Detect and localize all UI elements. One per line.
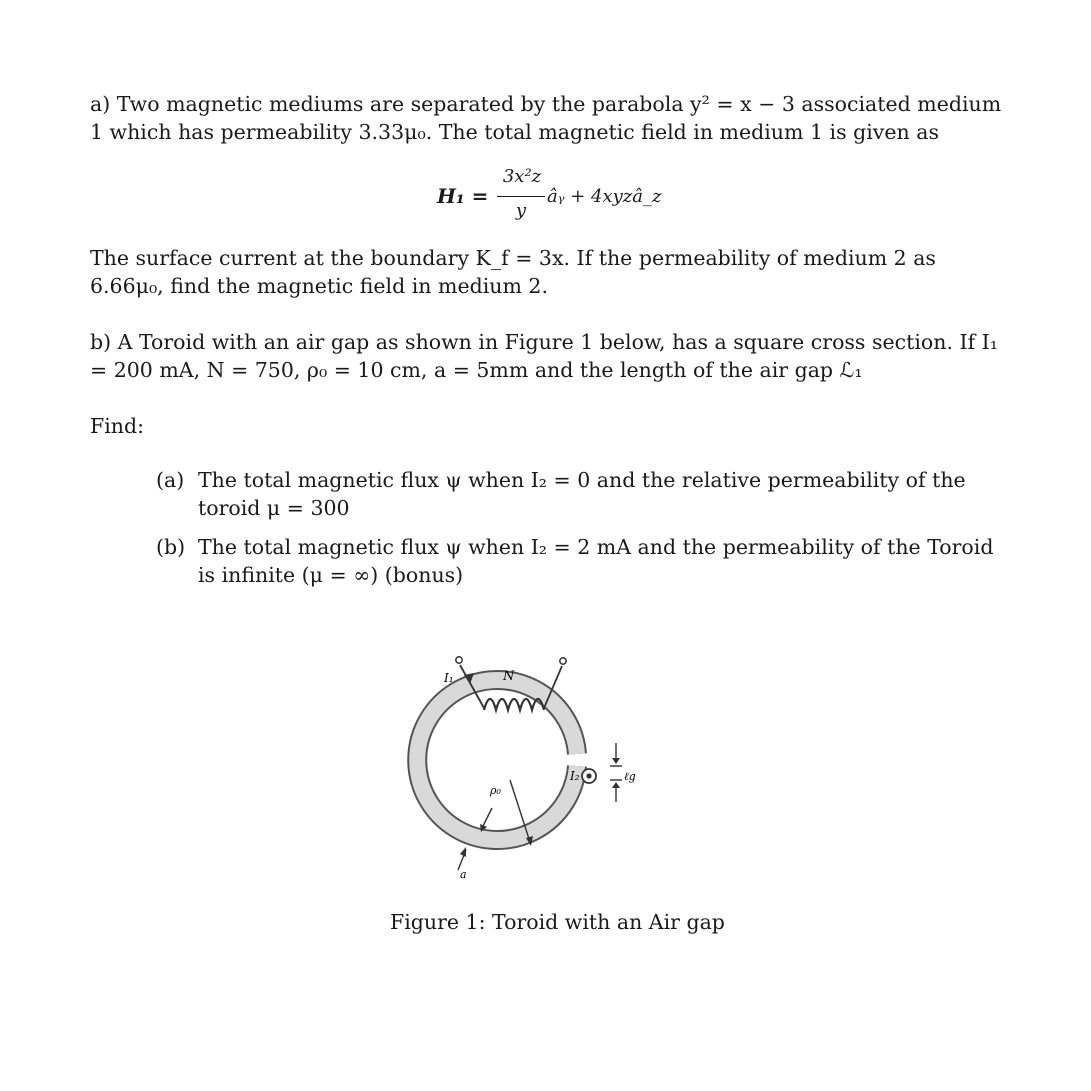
equation-numerator: 3x²z xyxy=(502,166,542,187)
list-item xyxy=(156,466,1016,522)
item-text: The total magnetic flux ψ when I₂ = 0 and the relative permeability of the toroid μ = 300 xyxy=(198,468,966,520)
item-label: (a) xyxy=(156,468,185,492)
label-i2: I₂ xyxy=(570,769,580,783)
equation-denominator: y xyxy=(515,200,527,221)
item-text: The total magnetic flux ψ when I₂ = 2 mA and the permeability of the Toroid is infinite (μ = ∞) (bonus) xyxy=(198,535,994,587)
figure-caption: Figure 1: Toroid with an Air gap xyxy=(390,910,725,934)
part-a-followup: The surface current at the boundary K_f = 3x. If the permeability of medium 2 as 6.66μ₀, find the magnetic field in medium 2. xyxy=(90,246,936,298)
equation-lhs: H₁ = xyxy=(437,184,489,208)
equation-rest: âᵧ + 4xyzâ_z xyxy=(547,186,662,207)
label-lg: ℓg xyxy=(624,770,636,783)
coil-winding xyxy=(484,699,544,710)
fraction-bar xyxy=(497,196,545,197)
list-item xyxy=(156,533,1016,589)
label-rho0: ρ₀ xyxy=(490,784,501,797)
part-a-intro: a) Two magnetic mediums are separated by the parabola y² = x − 3 associated medium 1 which has permeability 3.33μ₀. The total magnetic field in medium 1 is given as xyxy=(90,92,1002,144)
find-label: Find: xyxy=(90,414,145,438)
label-n: N xyxy=(503,669,515,684)
part-b-intro: b) A Toroid with an air gap as shown in Figure 1 below, has a square cross section. If I₁ = 200 mA, N = 750, ρ₀ = 10 cm, a = 5mm and the length of the air gap ℒ₁ xyxy=(90,330,998,382)
item-label: (b) xyxy=(156,535,186,559)
label-a: a xyxy=(460,868,467,881)
toroid-figure xyxy=(400,640,680,890)
label-i1: I₁ xyxy=(444,671,454,685)
